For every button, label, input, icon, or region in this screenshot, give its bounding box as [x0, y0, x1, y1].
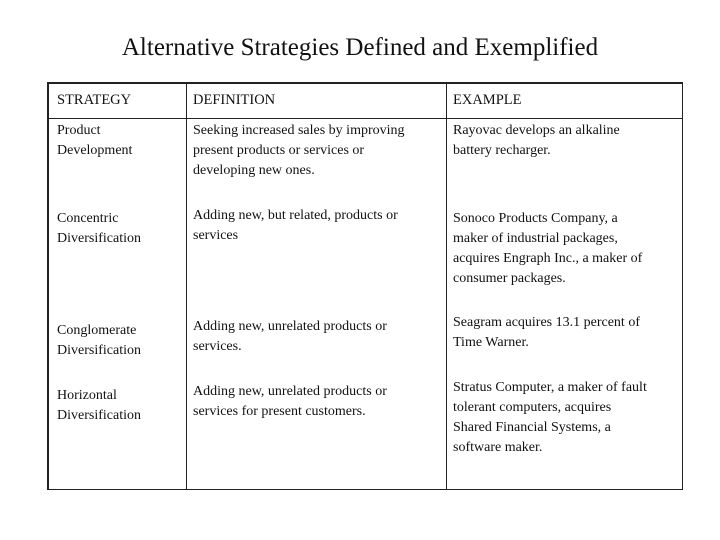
header-strategy: STRATEGY: [57, 92, 132, 108]
row-1-strategy: Product Development: [57, 123, 133, 158]
row-1-definition: Seeking increased sales by improving present products or services or developing new ones.: [193, 123, 405, 178]
header-definition: DEFINITION: [193, 92, 276, 108]
row-3-example: Seagram acquires 13.1 percent of Time Warner.: [453, 315, 640, 350]
header-example: EXAMPLE: [453, 92, 522, 108]
row-4-example: Stratus Computer, a maker of fault tolerant computers, acquires Shared Financial Systems, a software maker.: [453, 380, 647, 455]
row-3-strategy: Conglomerate Diversification: [57, 323, 141, 358]
row-4-definition: Adding new, unrelated products or services for present customers.: [193, 384, 387, 419]
strategies-table: [47, 82, 683, 490]
row-3-definition: Adding new, unrelated products or services.: [193, 319, 387, 354]
row-2-strategy: Concentric Diversification: [57, 211, 141, 246]
row-4-strategy: Horizontal Diversification: [57, 388, 141, 423]
row-2-definition: Adding new, but related, products or services: [193, 208, 398, 243]
row-2-example: Sonoco Products Company, a maker of industrial packages, acquires Engraph Inc., a maker of consumer packages.: [453, 211, 643, 286]
row-1-example: Rayovac develops an alkaline battery recharger.: [453, 123, 620, 158]
slide-title: Alternative Strategies Defined and Exemplified: [121, 34, 599, 61]
header-divider: [49, 118, 682, 119]
